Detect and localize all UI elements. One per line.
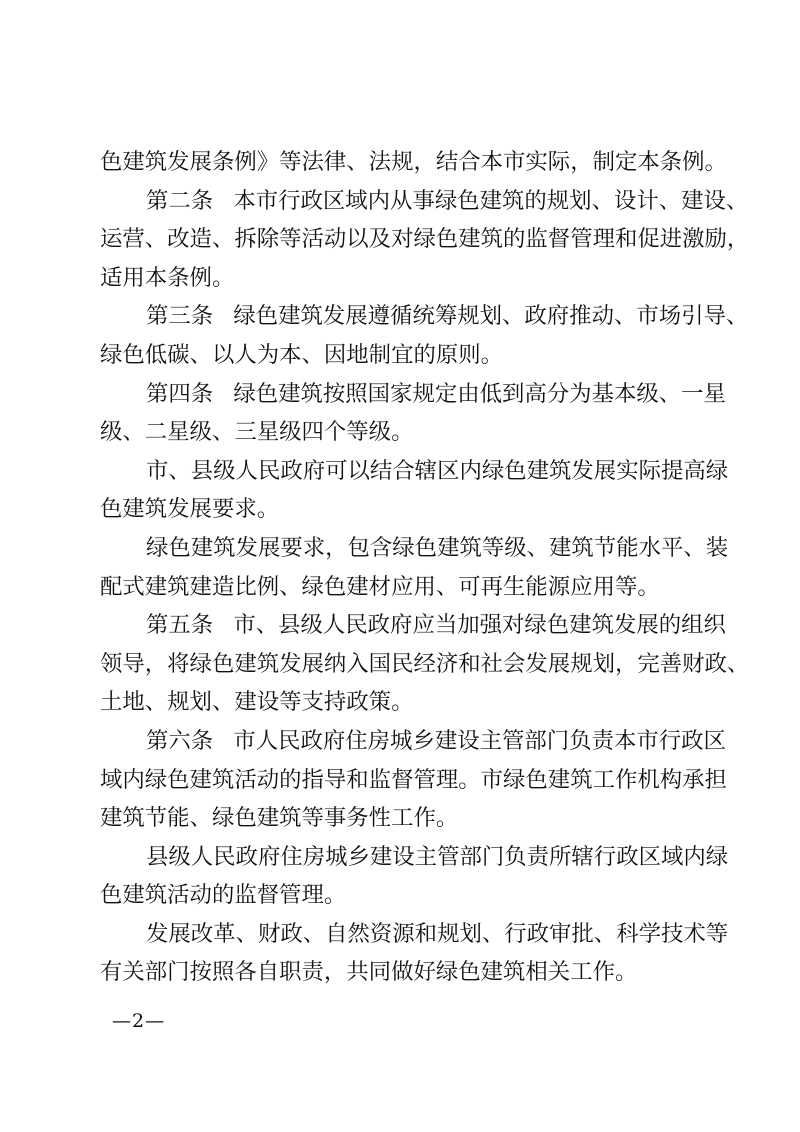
text-line [100, 915, 729, 954]
line-text: 领导，将绿色建筑发展纳入国民经济和社会发展规划，完善财政、 [100, 650, 750, 677]
text-line [100, 259, 715, 298]
text-line [100, 143, 727, 182]
line-text: 土地、规划、建设等支持政策。 [100, 689, 414, 716]
line-text: 本市行政区域内从事绿色建筑的规划、设计、建设、 [233, 187, 749, 214]
text-line [100, 413, 715, 452]
text-line [100, 529, 729, 568]
text-line [100, 336, 715, 375]
line-text: 配式建筑建造比例、绿色建材应用、可再生能源应用等。 [100, 573, 660, 600]
paragraph [100, 452, 729, 529]
line-text: 建筑节能、绿色建筑等事务性工作。 [100, 805, 459, 832]
text-line [100, 375, 726, 414]
text-line [100, 683, 715, 722]
line-text: 市人民政府住房城乡建设主管部门负责本市行政区 [233, 727, 726, 754]
text-line [100, 953, 715, 992]
line-text: 县级人民政府住房城乡建设主管部门负责所辖行政区域内绿 [146, 843, 729, 870]
line-text: 色建筑发展要求。 [100, 496, 280, 523]
line-text: 绿色建筑按照国家规定由低到高分为基本级、一星 [233, 380, 726, 407]
line-text: 色建筑发展条例》等法律、法规，结合本市实际，制定本条例。 [100, 149, 727, 175]
page-number: —2— [112, 1010, 166, 1032]
line-text: 绿色建筑发展要求，包含绿色建筑等级、建筑节能水平、装 [146, 534, 729, 561]
text-line [100, 220, 750, 259]
line-text: 色建筑活动的监督管理。 [100, 882, 347, 909]
article-number: 第六条 [146, 727, 214, 754]
text-line [100, 606, 726, 645]
line-text: 发展改革、财政、自然资源和规划、行政审批、科学技术等 [146, 920, 729, 947]
line-text: 绿色建筑发展遵循统筹规划、政府推动、市场引导、 [233, 303, 749, 330]
paragraph [100, 297, 749, 374]
text-line [100, 838, 729, 877]
paragraph [100, 375, 726, 452]
document-body [100, 143, 750, 992]
line-text: 适用本条例。 [100, 264, 235, 291]
text-line [100, 568, 715, 607]
paragraph [100, 182, 750, 298]
text-line [100, 722, 726, 761]
line-text: 域内绿色建筑活动的指导和监督管理。市绿色建筑工作机构承担 [100, 766, 727, 793]
text-line [100, 297, 749, 336]
text-line [100, 799, 715, 838]
paragraph [100, 838, 729, 915]
article-number: 第五条 [146, 612, 214, 639]
line-text: 运营、改造、拆除等活动以及对绿色建筑的监督管理和促进激励， [100, 226, 750, 253]
text-line [100, 182, 749, 221]
line-text: 级、二星级、三星级四个等级。 [100, 419, 414, 446]
line-text: 绿色低碳、以人为本、因地制宜的原则。 [100, 341, 504, 368]
paragraph [100, 143, 727, 182]
line-text: 市、县级人民政府应当加强对绿色建筑发展的组织 [233, 612, 726, 639]
text-line [100, 645, 750, 684]
text-line [100, 876, 715, 915]
article-number: 第四条 [146, 380, 214, 407]
article-number: 第三条 [146, 303, 214, 330]
text-line [100, 452, 729, 491]
text-line [100, 490, 715, 529]
paragraph [100, 722, 727, 838]
line-text: 市、县级人民政府可以结合辖区内绿色建筑发展实际提高绿 [146, 457, 729, 484]
line-text: 有关部门按照各自职责，共同做好绿色建筑相关工作。 [100, 959, 638, 986]
article-number: 第二条 [146, 187, 214, 214]
paragraph [100, 915, 729, 992]
paragraph [100, 606, 750, 722]
paragraph [100, 529, 729, 606]
text-line [100, 761, 727, 800]
